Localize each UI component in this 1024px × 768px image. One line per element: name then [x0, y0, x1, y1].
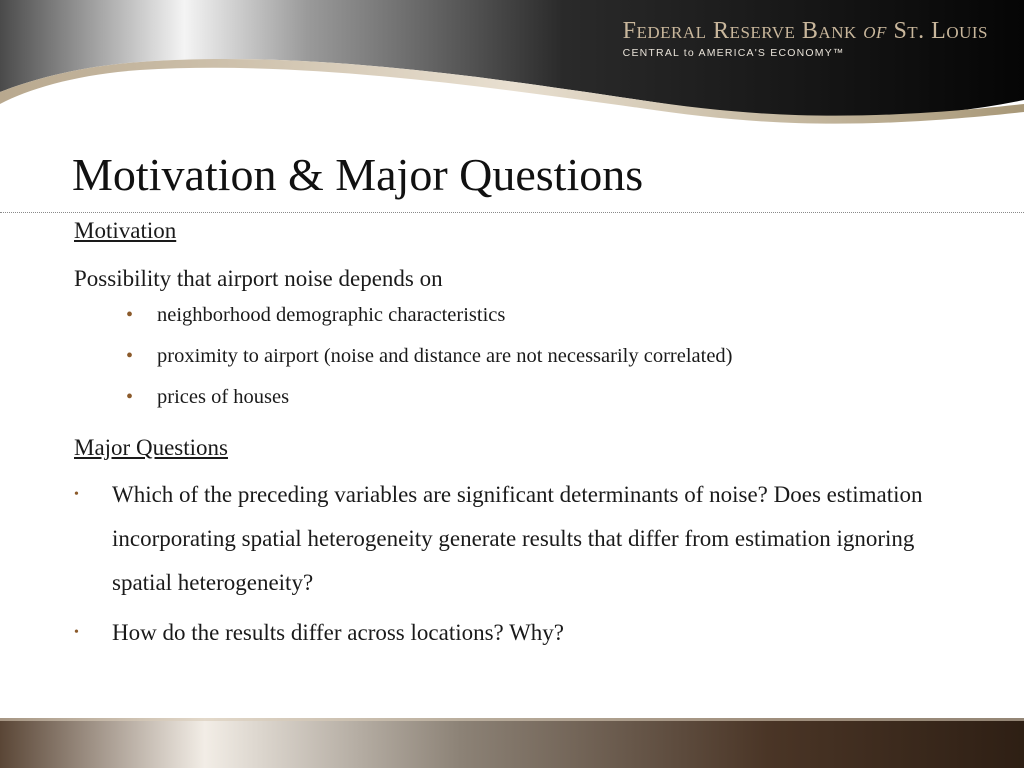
bullet-icon: • — [126, 345, 134, 367]
list-item-text: How do the results differ across locations? Why? — [112, 620, 565, 645]
list-item-text: Which of the preceding variables are significant determinants of noise? Does estimation incorporating spatial heterogeneity generate results that differ from estimation ignoring spatial heterogeneity? — [112, 482, 923, 595]
motivation-lead: Possibility that airport noise depends on — [74, 266, 443, 291]
list-item-text: prices of houses — [157, 386, 290, 408]
list-item — [74, 473, 974, 605]
logo-title — [623, 18, 988, 45]
bullet-icon: • — [126, 386, 134, 408]
list-item — [126, 304, 974, 327]
motivation-list — [74, 304, 974, 409]
logo-title-of: of — [863, 18, 887, 44]
logo-title-end: St. Louis — [893, 18, 988, 44]
slide-title: Motivation & Major Questions — [72, 149, 644, 200]
list-item — [126, 386, 974, 409]
list-item-text: proximity to airport (noise and distance are not necessarily correlated) — [157, 345, 733, 367]
footer-band — [0, 718, 1024, 768]
logo-title-main: Federal Reserve Bank — [622, 18, 857, 44]
logo-tagline: CENTRAL to AMERICA'S ECONOMY™ — [622, 47, 845, 59]
list-item-text: neighborhood demographic characteristics — [157, 304, 506, 326]
questions-heading: Major Questions — [74, 435, 228, 460]
bullet-icon: • — [74, 625, 79, 640]
title-divider — [0, 212, 1024, 213]
bullet-icon: • — [74, 487, 79, 502]
slide-content — [74, 218, 974, 661]
motivation-heading: Motivation — [74, 218, 177, 243]
list-item — [126, 345, 974, 368]
fed-logo — [623, 18, 988, 59]
list-item — [74, 611, 974, 655]
questions-list — [74, 473, 974, 655]
bullet-icon: • — [126, 304, 134, 326]
